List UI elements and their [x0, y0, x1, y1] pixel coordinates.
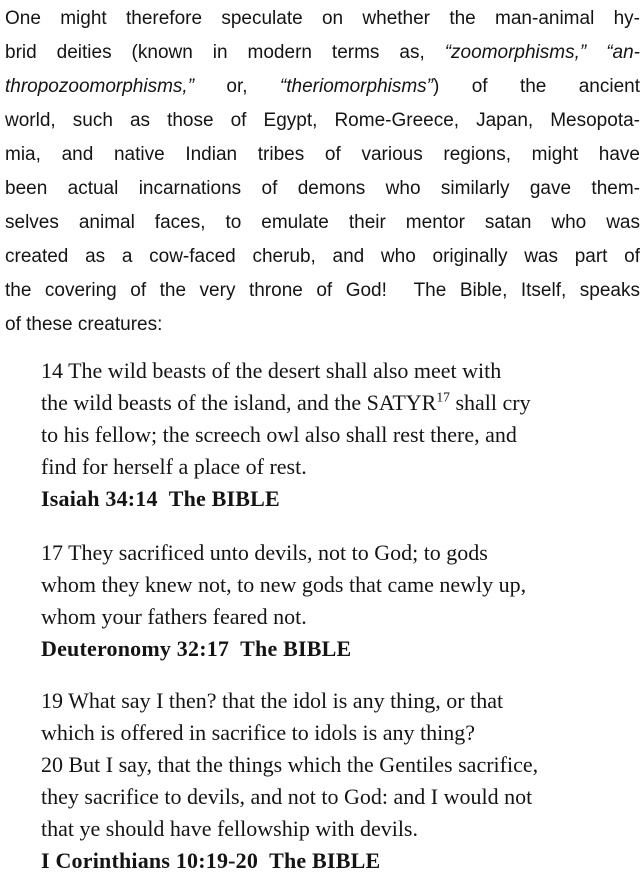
- text-line: One might therefore speculate on whether the man-animal hy-: [5, 8, 640, 29]
- text-line: of these creatures:: [5, 314, 163, 335]
- scripture-citation: Deuteronomy 32:17 The BIBLE: [41, 636, 352, 661]
- body-paragraph: [5, 2, 640, 342]
- text-line: whom your fathers feared not.: [41, 604, 307, 629]
- text-line: created as a cow-faced cherub, and who originally was part of: [5, 246, 640, 267]
- scripture-quote-text: [41, 537, 610, 633]
- text-line: to his fellow; the screech owl also shall rest there, and: [41, 422, 517, 447]
- scripture-quote-corinthians: [41, 685, 610, 872]
- text-line: whom they knew not, to new gods that came newly up,: [41, 572, 527, 597]
- scripture-citation: Isaiah 34:14 The BIBLE: [41, 486, 280, 511]
- text-line: which is offered in sacrifice to idols is any thing?: [41, 720, 475, 745]
- text-line: been actual incarnations of demons who similarly gave them-: [5, 178, 640, 199]
- scripture-quote-text: [41, 685, 610, 845]
- text-line: find for herself a place of rest.: [41, 454, 307, 479]
- scripture-citation: I Corinthians 10:19-20 The BIBLE: [41, 848, 381, 872]
- scripture-quote-isaiah: [41, 355, 610, 515]
- text-line: selves animal faces, to emulate their mentor satan who was: [5, 212, 640, 233]
- text-line: brid deities (known in modern terms as, “zoomorphisms,” “an-: [5, 42, 640, 63]
- scripture-quote-text: [41, 355, 610, 483]
- text-line: mia, and native Indian tribes of various regions, might have: [5, 144, 640, 165]
- text-line: they sacrifice to devils, and not to God: and I would not: [41, 784, 533, 809]
- text-line: 20 But I say, that the things which the Gentiles sacrifice,: [41, 752, 539, 777]
- scripture-quote-deuteronomy: [41, 537, 610, 665]
- text-line: 17 They sacrificed unto devils, not to God; to gods: [41, 540, 488, 565]
- text-line: thropozoomorphisms,” or, “theriomorphisms”) of the ancient: [5, 76, 640, 97]
- text-line: the covering of the very throne of God! The Bible, Itself, speaks: [5, 280, 640, 301]
- text-line: that ye should have fellowship with devils.: [41, 816, 418, 841]
- text-line: world, such as those of Egypt, Rome-Greece, Japan, Mesopota-: [5, 110, 640, 131]
- text-line: 14 The wild beasts of the desert shall also meet with: [41, 358, 502, 383]
- text-line: 19 What say I then? that the idol is any thing, or that: [41, 688, 504, 713]
- text-line: the wild beasts of the island, and the SATYR$^{17}$ shall cry: [41, 389, 531, 415]
